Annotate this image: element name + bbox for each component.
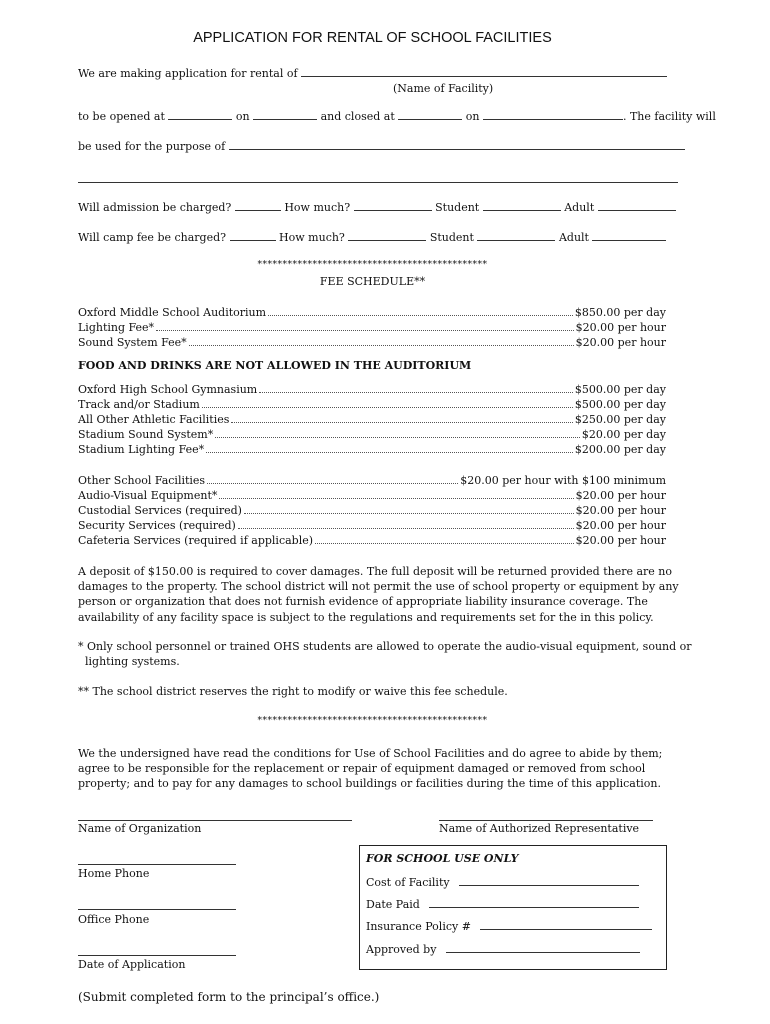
facility-will-label: . The facility will [622, 110, 716, 123]
date-paid-row [366, 897, 639, 911]
camp-adult-field[interactable] [592, 230, 666, 241]
fee-amount: $20.00 per hour [575, 504, 666, 517]
fee-amount: $20.00 per day [581, 428, 666, 441]
footnote-single-star-cont: lighting systems. [85, 655, 180, 668]
fee-label: Security Services (required) [78, 519, 236, 532]
insurance-policy-label: Insurance Policy # [366, 920, 471, 933]
dates-line [78, 109, 716, 124]
fee-label: Stadium Lighting Fee* [78, 443, 205, 456]
fee-schedule-heading: FEE SCHEDULE** [319, 275, 426, 288]
close-time-field[interactable] [398, 109, 462, 120]
fee-row [78, 320, 666, 335]
fee-row [78, 335, 666, 350]
fee-amount: $20.00 per hour [575, 336, 666, 349]
name-of-facility-caption: (Name of Facility) [393, 82, 494, 95]
fee-row [78, 427, 666, 442]
deposit-paragraph: A deposit of $150.00 is required to cover damages. The full deposit will be returned provided there are no damages to the property. The school district will not permit the use of school property or equipment by any person or organization that does not furnish evidence of appropriate liability insurance coverage. The availability of any facility space is subject to the regulations and requirements set for the in this policy. [78, 565, 679, 624]
submit-note: (Submit completed form to the principal’s office.) [78, 990, 380, 1004]
purpose-line [78, 139, 685, 154]
closed-at-label: and closed at [320, 110, 395, 123]
fee-amount: $20.00 per hour [575, 534, 666, 547]
footnote-double-star: ** The school district reserves the right to modify or waive this fee schedule. [78, 685, 508, 698]
fee-amount: $250.00 per day [574, 413, 666, 426]
purpose-field-continued[interactable] [78, 172, 678, 183]
camp-answer-field[interactable] [230, 230, 276, 241]
home-phone-line[interactable] [78, 864, 236, 865]
fee-row [78, 518, 666, 533]
camp-fee-line [78, 230, 666, 245]
fee-label: Oxford Middle School Auditorium [78, 306, 267, 319]
representative-label: Name of Authorized Representative [439, 822, 640, 835]
school-use-heading: FOR SCHOOL USE ONLY [366, 852, 519, 865]
fee-row [78, 412, 666, 427]
fee-row [78, 382, 666, 397]
admission-line [78, 200, 676, 215]
school-use-box [359, 845, 667, 970]
approved-by-label: Approved by [366, 943, 437, 956]
fee-label: Track and/or Stadium [78, 398, 200, 411]
facility-name-field[interactable] [301, 66, 667, 77]
open-time-field[interactable] [168, 109, 232, 120]
fee-amount: $20.00 per hour [575, 321, 666, 334]
form-title: APPLICATION FOR RENTAL OF SCHOOL FACILITIES [193, 30, 552, 46]
date-paid-field[interactable] [429, 897, 639, 908]
camp-how-much-label: How much? [279, 231, 345, 244]
fee-amount: $500.00 per day [574, 398, 666, 411]
date-of-application-line[interactable] [78, 955, 236, 956]
cost-of-facility-field[interactable] [459, 875, 639, 886]
facility-line [78, 66, 667, 81]
on-label-2: on [465, 110, 480, 123]
admission-adult-label: Adult [564, 201, 595, 214]
approved-by-field[interactable] [446, 942, 640, 953]
camp-amount-field[interactable] [348, 230, 426, 241]
fee-row [78, 397, 666, 412]
fee-row [78, 442, 666, 457]
camp-student-label: Student [429, 231, 474, 244]
admission-amount-field[interactable] [354, 200, 432, 211]
fee-row [78, 473, 666, 488]
admission-question: Will admission be charged? [78, 201, 232, 214]
stars-divider-top: ********************************************** [257, 260, 488, 270]
purpose-field[interactable] [229, 139, 685, 150]
agreement-paragraph: We the undersigned have read the conditions for Use of School Facilities and do agree to abide by them; agree to be responsible for the replacement or repair of equipment damaged or removed from school property; and to pay for any damages to school buildings or facilities during the time of this application. [78, 747, 663, 791]
footnote-single-star: * Only school personnel or trained OHS students are allowed to operate the audio-visual equipment, sound or [78, 640, 692, 653]
rental-of-label: We are making application for rental of [78, 67, 298, 80]
stars-divider-bottom: ********************************************** [257, 716, 488, 726]
approved-by-row [366, 942, 640, 956]
organization-label: Name of Organization [78, 822, 202, 835]
home-phone-label: Home Phone [78, 867, 150, 880]
fee-label: Lighting Fee* [78, 321, 155, 334]
fee-amount: $20.00 per hour [575, 489, 666, 502]
office-phone-label: Office Phone [78, 913, 150, 926]
admission-student-label: Student [435, 201, 480, 214]
fee-label: Sound System Fee* [78, 336, 187, 349]
fee-amount: $850.00 per day [574, 306, 666, 319]
fee-amount: $500.00 per day [574, 383, 666, 396]
fee-label: All Other Athletic Facilities [78, 413, 230, 426]
fee-row [78, 305, 666, 320]
fee-label: Audio-Visual Equipment* [78, 489, 218, 502]
close-date-field[interactable] [483, 109, 623, 120]
camp-question: Will camp fee be charged? [78, 231, 227, 244]
fee-label: Custodial Services (required) [78, 504, 242, 517]
admission-adult-field[interactable] [598, 200, 676, 211]
date-of-application-label: Date of Application [78, 958, 186, 971]
admission-answer-field[interactable] [235, 200, 281, 211]
fee-amount: $20.00 per hour with $100 minimum [460, 474, 666, 487]
fee-amount: $20.00 per hour [575, 519, 666, 532]
fee-amount: $200.00 per day [574, 443, 666, 456]
representative-signature-line[interactable] [439, 820, 653, 821]
fee-label: Cafeteria Services (required if applicable) [78, 534, 314, 547]
fee-row [78, 503, 666, 518]
on-label-1: on [235, 110, 250, 123]
cost-of-facility-label: Cost of Facility [366, 876, 450, 889]
fee-label: Stadium Sound System* [78, 428, 214, 441]
date-paid-label: Date Paid [366, 898, 420, 911]
fee-label: Other School Facilities [78, 474, 206, 487]
camp-student-field[interactable] [477, 230, 555, 241]
opened-at-label: to be opened at [78, 110, 165, 123]
office-phone-line[interactable] [78, 909, 236, 910]
admission-how-much-label: How much? [284, 201, 351, 214]
insurance-policy-field[interactable] [480, 919, 652, 930]
fee-label: Oxford High School Gymnasium [78, 383, 258, 396]
fee-row [78, 533, 666, 548]
purpose-label: be used for the purpose of [78, 140, 226, 153]
food-notice: FOOD AND DRINKS ARE NOT ALLOWED IN THE AUDITORIUM [78, 359, 472, 372]
open-date-field[interactable] [253, 109, 317, 120]
camp-adult-label: Adult [558, 231, 589, 244]
fee-row [78, 488, 666, 503]
insurance-policy-row [366, 919, 652, 933]
organization-signature-line[interactable] [78, 820, 352, 821]
cost-of-facility-row [366, 875, 639, 889]
admission-student-field[interactable] [483, 200, 561, 211]
